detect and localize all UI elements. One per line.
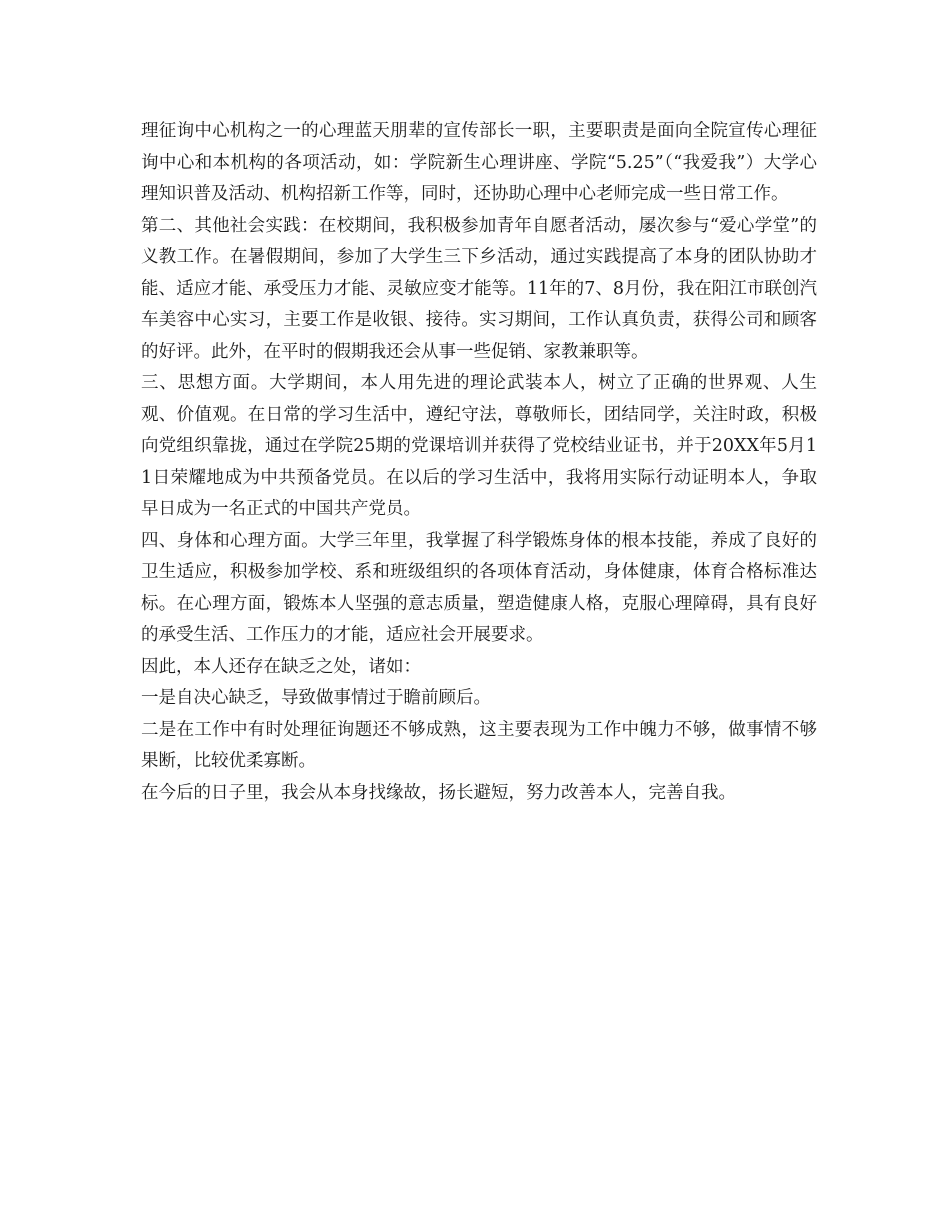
document-body	[141, 116, 817, 809]
paragraph-shortcoming-two: 二是在工作中有时处理征询题还不够成熟，这主要表现为工作中魄力不够，做事情不够果断，比较优柔寡断。	[141, 719, 817, 771]
paragraph-shortcomings-intro: 因此，本人还存在缺乏之处，诸如：	[141, 656, 421, 677]
paragraph-shortcoming-one: 一是自决心缺乏，导致做事情过于瞻前顾后。	[141, 688, 491, 708]
paragraph-ideology: 三、思想方面。大学期间，本人用先进的理论武装本人，树立了正确的世界观、人生观、价值观。在日常的学习生活中，遵纪守法，尊敬师长，团结同学，关注时政，积极向党组织靠拢，通过在学院25期的党课培训并获得了党校结业证书，并于20XX年5月11日荣耀地成为中共预备党员。在以后的学习生活中，我将用实际行动证明本人，争取早日成为一名正式的中国共产党员。	[141, 373, 817, 519]
paragraph-social-practice: 第二、其他社会实践：在校期间，我积极参加青年自愿者活动，屡次参与“爱心学堂”的义教工作。在暑假期间，参加了大学生三下乡活动，通过实践提高了本身的团队协助才能、适应才能、承受压力才能、灵敏应变才能等。11年的7、8月份，我在阳江市联创汽车美容中心实习，主要工作是收银、接待。实习期间，工作认真负责，获得公司和顾客的好评。此外，在平时的假期我还会从事一些促销、家教兼职等。	[141, 215, 817, 362]
paragraph-body-and-mind: 四、身体和心理方面。大学三年里，我掌握了科学锻炼身体的根本技能，养成了良好的卫生适应，积极参加学校、系和班级组织的各项体育活动，身体健康，体育合格标准达标。在心理方面，锻炼本人坚强的意志质量，塑造健康人格，克服心理障碍，具有良好的承受生活、工作压力的才能，适应社会开展要求。	[141, 530, 817, 645]
paragraph-conclusion: 在今后的日子里，我会从本身找缘故，扬长避短，努力改善本人，完善自我。	[141, 782, 736, 803]
paragraph-counseling-center-role: 理征询中心机构之一的心理蓝天朋辈的宣传部长一职，主要职责是面向全院宣传心理征询中心和本机构的各项活动，如：学院新生心理讲座、学院“5.25”（“我爱我”）大学心理知识普及活动、机构招新工作等，同时，还协助心理中心老师完成一些日常工作。	[141, 121, 817, 204]
